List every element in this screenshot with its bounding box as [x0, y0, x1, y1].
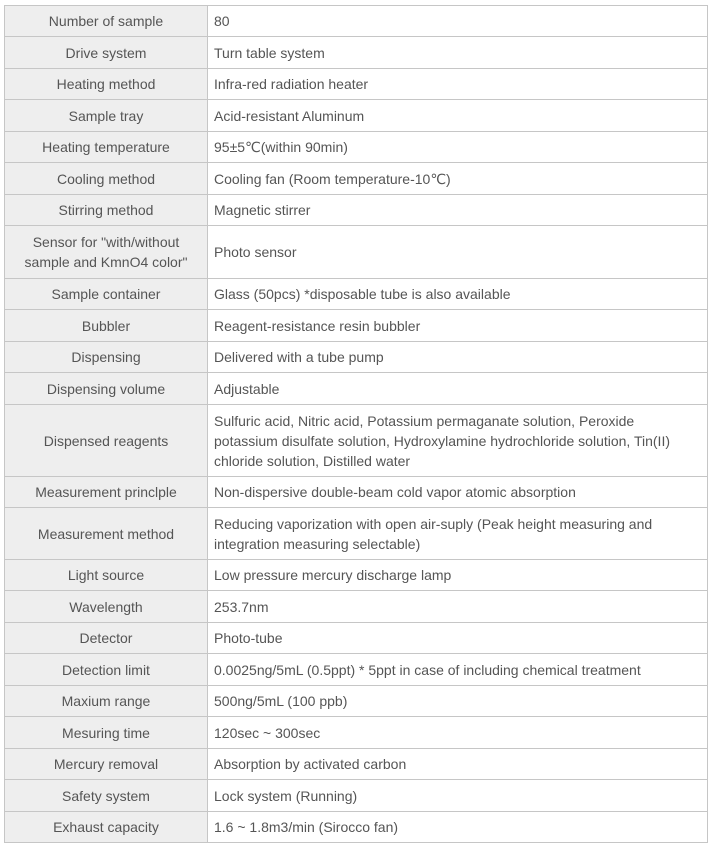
specification-table — [4, 5, 708, 843]
table-row — [5, 812, 708, 843]
row-value: Reducing vaporization with open air-suply (Peak height measuring and integration measuring selectable) — [208, 508, 708, 560]
table-row — [5, 373, 708, 405]
table-row — [5, 69, 708, 100]
row-label: Exhaust capacity — [5, 812, 208, 843]
table-row — [5, 717, 708, 749]
table-row — [5, 749, 708, 780]
row-label: Stirring method — [5, 195, 208, 226]
table-row — [5, 405, 708, 477]
row-label: Sensor for "with/without sample and KmnO4 color" — [5, 226, 208, 279]
row-value: 80 — [208, 6, 708, 37]
row-label: Dispensing volume — [5, 373, 208, 405]
row-value: Lock system (Running) — [208, 780, 708, 812]
row-label: Maxium range — [5, 686, 208, 717]
row-label: Mercury removal — [5, 749, 208, 780]
row-value: 253.7nm — [208, 591, 708, 623]
table-row — [5, 6, 708, 37]
table-row — [5, 623, 708, 654]
table-row — [5, 560, 708, 591]
table-row — [5, 226, 708, 279]
row-value: Absorption by activated carbon — [208, 749, 708, 780]
row-value: Delivered with a tube pump — [208, 342, 708, 373]
row-value: Cooling fan (Room temperature-10℃) — [208, 163, 708, 195]
table-row — [5, 195, 708, 226]
table-row — [5, 508, 708, 560]
row-value: Sulfuric acid, Nitric acid, Potassium permaganate solution, Peroxide potassium disulfate solution, Hydroxylamine hydrochloride solution, Tin(II) chloride solution, Distilled water — [208, 405, 708, 477]
table-row — [5, 163, 708, 195]
row-value: Magnetic stirrer — [208, 195, 708, 226]
row-label: Heating temperature — [5, 132, 208, 163]
table-row — [5, 654, 708, 686]
row-label: Measurement method — [5, 508, 208, 560]
table-row — [5, 780, 708, 812]
row-label: Safety system — [5, 780, 208, 812]
row-value: 95±5℃(within 90min) — [208, 132, 708, 163]
table-row — [5, 132, 708, 163]
table-row — [5, 591, 708, 623]
row-value: 0.0025ng/5mL (0.5ppt) * 5ppt in case of including chemical treatment — [208, 654, 708, 686]
row-value: Photo sensor — [208, 226, 708, 279]
row-label: Measurement princlple — [5, 477, 208, 508]
row-label: Heating method — [5, 69, 208, 100]
row-label: Dispensing — [5, 342, 208, 373]
row-label: Light source — [5, 560, 208, 591]
row-label: Cooling method — [5, 163, 208, 195]
row-label: Sample container — [5, 279, 208, 310]
table-row — [5, 37, 708, 69]
row-value: Adjustable — [208, 373, 708, 405]
row-value: Low pressure mercury discharge lamp — [208, 560, 708, 591]
table-row — [5, 310, 708, 342]
row-value: 1.6 ~ 1.8m3/min (Sirocco fan) — [208, 812, 708, 843]
row-label: Bubbler — [5, 310, 208, 342]
table-row — [5, 342, 708, 373]
row-label: Detector — [5, 623, 208, 654]
row-value: Turn table system — [208, 37, 708, 69]
row-label: Drive system — [5, 37, 208, 69]
row-value: Infra-red radiation heater — [208, 69, 708, 100]
row-label: Mesuring time — [5, 717, 208, 749]
row-label: Wavelength — [5, 591, 208, 623]
row-value: 120sec ~ 300sec — [208, 717, 708, 749]
row-value: Glass (50pcs) *disposable tube is also available — [208, 279, 708, 310]
table-row — [5, 686, 708, 717]
table-row — [5, 279, 708, 310]
row-value: Photo-tube — [208, 623, 708, 654]
row-value: Acid-resistant Aluminum — [208, 100, 708, 132]
table-row — [5, 100, 708, 132]
table-row — [5, 477, 708, 508]
row-label: Sample tray — [5, 100, 208, 132]
row-label: Detection limit — [5, 654, 208, 686]
row-value: Non-dispersive double-beam cold vapor atomic absorption — [208, 477, 708, 508]
row-label: Dispensed reagents — [5, 405, 208, 477]
row-value: 500ng/5mL (100 ppb) — [208, 686, 708, 717]
row-value: Reagent-resistance resin bubbler — [208, 310, 708, 342]
row-label: Number of sample — [5, 6, 208, 37]
